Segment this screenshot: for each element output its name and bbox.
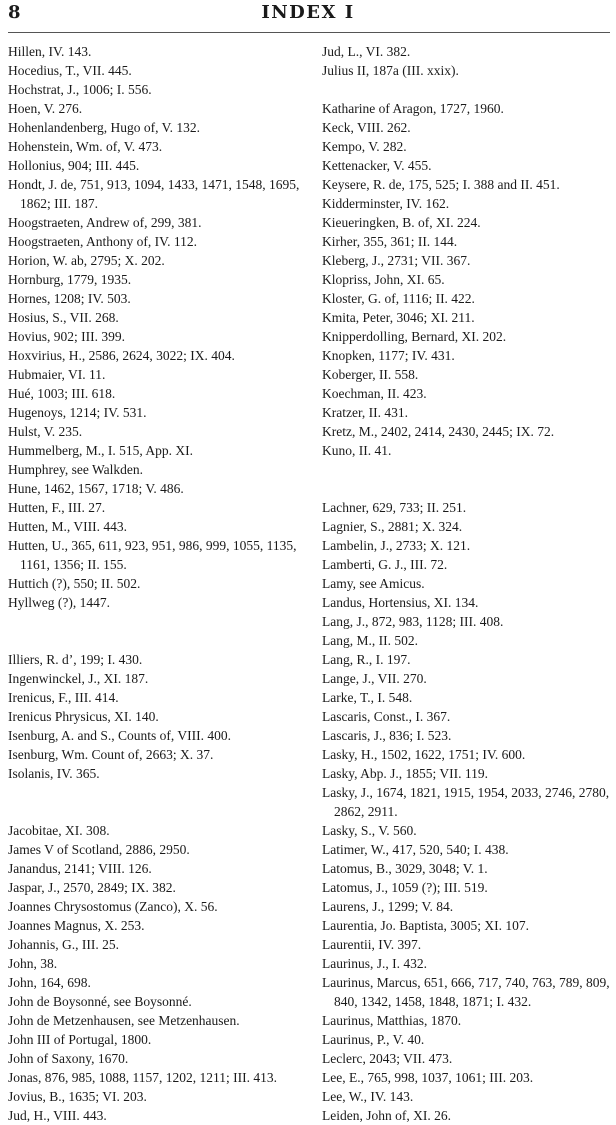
index-entry: Lee, E., 765, 998, 1037, 1061; III. 203.: [322, 1070, 534, 1085]
index-entry: Lascaris, J., 836; I. 523.: [322, 728, 452, 743]
index-entry: Humphrey, see Walkden.: [8, 462, 143, 477]
index-entry: Kieueringken, B. of, XI. 224.: [322, 215, 481, 230]
index-entry: Laurentii, IV. 397.: [322, 937, 422, 952]
index-column-right: [322, 42, 614, 1123]
index-entry: Hornburg, 1779, 1935.: [8, 272, 132, 287]
index-entry: John de Boysonné, see Boysonné.: [8, 994, 192, 1009]
index-entry: Kuno, II. 41.: [322, 443, 392, 458]
index-entry: Lascaris, Const., I. 367.: [322, 709, 451, 724]
index-entry: Lee, W., IV. 143.: [322, 1089, 414, 1104]
index-entry: Illiers, R. d’, 199; I. 430.: [8, 652, 143, 667]
index-entry: John III of Portugal, 1800.: [8, 1032, 152, 1047]
index-entry: John, 38.: [8, 956, 58, 971]
index-entry: Hugenoys, 1214; IV. 531.: [8, 405, 147, 420]
index-entry: Knopken, 1177; IV. 431.: [322, 348, 455, 363]
index-entry: James V of Scotland, 2886, 2950.: [8, 842, 190, 857]
index-entry: Landus, Hortensius, XI. 134.: [322, 595, 479, 610]
index-entry: Hoxvirius, H., 2586, 2624, 3022; IX. 404.: [8, 348, 235, 363]
index-entry: Kleberg, J., 2731; VII. 367.: [322, 253, 471, 268]
index-entry: Hollonius, 904; III. 445.: [8, 158, 140, 173]
index-entry: Isolanis, IV. 365.: [8, 766, 100, 781]
index-entry: Laurinus, Matthias, 1870.: [322, 1013, 462, 1028]
index-entry: Hosius, S., VII. 268.: [8, 310, 119, 325]
index-entry: Joannes Chrysostomus (Zanco), X. 56.: [8, 899, 218, 914]
index-entry: John of Saxony, 1670.: [8, 1051, 129, 1066]
index-entry: Johannis, G., III. 25.: [8, 937, 119, 952]
page-header: [0, 0, 616, 30]
index-entry: Leiden, John of, XI. 26.: [322, 1108, 451, 1123]
index-entry: Lasky, Abp. J., 1855; VII. 119.: [322, 766, 488, 781]
index-entry: Hutten, F., III. 27.: [8, 500, 106, 515]
index-entry: Huttich (?), 550; II. 502.: [8, 576, 141, 591]
index-entry: Hoen, V. 276.: [8, 101, 83, 116]
index-entry: Hubmaier, VI. 11.: [8, 367, 106, 382]
index-entry: Hohenstein, Wm. of, V. 473.: [8, 139, 163, 154]
index-entry: Lamberti, G. J., III. 72.: [322, 557, 448, 572]
entry-gap: [322, 479, 614, 498]
index-entry: Kempo, V. 282.: [322, 139, 407, 154]
index-entry: Julius II, 187a (III. xxix).: [322, 63, 459, 78]
index-entry: Lange, J., VII. 270.: [322, 671, 427, 686]
header-rule: [8, 32, 610, 33]
index-entry: Hué, 1003; III. 618.: [8, 386, 116, 401]
index-entry: Isenburg, A. and S., Counts of, VIII. 400.: [8, 728, 231, 743]
index-entry: Hyllweg (?), 1447.: [8, 595, 110, 610]
index-entry: Hornes, 1208; IV. 503.: [8, 291, 131, 306]
index-entry: Kmita, Peter, 3046; XI. 211.: [322, 310, 475, 325]
index-entry: Horion, W. ab, 2795; X. 202.: [8, 253, 165, 268]
index-entry: Hoogstraeten, Anthony of, IV. 112.: [8, 234, 197, 249]
index-entry: Hocedius, T., VII. 445.: [8, 63, 132, 78]
index-entry: Latimer, W., 417, 520, 540; I. 438.: [322, 842, 509, 857]
index-column-left: [8, 42, 303, 1123]
index-entry: Janandus, 2141; VIII. 126.: [8, 861, 152, 876]
index-entry: Kidderminster, IV. 162.: [322, 196, 450, 211]
index-entry: Hovius, 902; III. 399.: [8, 329, 125, 344]
index-entry: Hune, 1462, 1567, 1718; V. 486.: [8, 481, 184, 496]
index-entry: Lasky, S., V. 560.: [322, 823, 417, 838]
page-title: INDEX I: [261, 2, 355, 23]
index-entry: Kratzer, II. 431.: [322, 405, 409, 420]
index-entry: Hummelberg, M., I. 515, App. XI.: [8, 443, 193, 458]
index-entry: Laurinus, P., V. 40.: [322, 1032, 425, 1047]
index-entry: Lamy, see Amicus.: [322, 576, 425, 591]
index-entry: Kretz, M., 2402, 2414, 2430, 2445; IX. 72.: [322, 424, 555, 439]
index-entry: Jacobitae, XI. 308.: [8, 823, 110, 838]
index-entry: Jaspar, J., 2570, 2849; IX. 382.: [8, 880, 176, 895]
index-entry: Lang, R., I. 197.: [322, 652, 411, 667]
entry-gap: [8, 631, 303, 650]
index-entry: Jud, L., VI. 382.: [322, 44, 411, 59]
index-entry: Irenicus Phrysicus, XI. 140.: [8, 709, 159, 724]
index-entry: Jud, H., VIII. 443.: [8, 1108, 107, 1123]
entry-gap: [8, 783, 303, 802]
index-entry: Larke, T., I. 548.: [322, 690, 413, 705]
index-entry: Kettenacker, V. 455.: [322, 158, 432, 173]
index-entry: Ingenwinckel, J., XI. 187.: [8, 671, 149, 686]
index-entry: Laurinus, Marcus, 651, 666, 717, 740, 763, 789, 809, 840, 1342, 1458, 1848, 1871; I. 432.: [322, 975, 610, 1009]
index-entry: Laurinus, J., I. 432.: [322, 956, 427, 971]
index-entry: Latomus, J., 1059 (?); III. 519.: [322, 880, 488, 895]
index-entry: Hutten, M., VIII. 443.: [8, 519, 127, 534]
entry-gap: [8, 612, 303, 631]
index-entry: Keck, VIII. 262.: [322, 120, 411, 135]
index-entry: John de Metzenhausen, see Metzenhausen.: [8, 1013, 240, 1028]
index-entry: Hutten, U., 365, 611, 923, 951, 986, 999, 1055, 1135, 1161, 1356; II. 155.: [8, 538, 297, 572]
index-entry: Hoogstraeten, Andrew of, 299, 381.: [8, 215, 202, 230]
index-entry: Lasky, H., 1502, 1622, 1751; IV. 600.: [322, 747, 526, 762]
entry-gap: [8, 802, 303, 821]
index-entry: Isenburg, Wm. Count of, 2663; X. 37.: [8, 747, 214, 762]
index-entry: Laurentia, Jo. Baptista, 3005; XI. 107.: [322, 918, 529, 933]
index-entry: Keysere, R. de, 175, 525; I. 388 and II. 451.: [322, 177, 560, 192]
index-entry: Hondt, J. de, 751, 913, 1094, 1433, 1471, 1548, 1695, 1862; III. 187.: [8, 177, 300, 211]
index-entry: Klopriss, John, XI. 65.: [322, 272, 445, 287]
index-entry: Jonas, 876, 985, 1088, 1157, 1202, 1211; III. 413.: [8, 1070, 277, 1085]
index-entry: Irenicus, F., III. 414.: [8, 690, 119, 705]
index-entry: Joannes Magnus, X. 253.: [8, 918, 145, 933]
index-entry: Lang, J., 872, 983, 1128; III. 408.: [322, 614, 504, 629]
index-entry: Koberger, II. 558.: [322, 367, 419, 382]
entry-gap: [322, 80, 614, 99]
index-entry: Lachner, 629, 733; II. 251.: [322, 500, 467, 515]
index-entry: Hohenlandenberg, Hugo of, V. 132.: [8, 120, 200, 135]
index-entry: Lang, M., II. 502.: [322, 633, 418, 648]
entry-gap: [322, 460, 614, 479]
page-number: 8: [8, 2, 21, 23]
index-entry: Kloster, G. of, 1116; II. 422.: [322, 291, 475, 306]
index-entry: Leclerc, 2043; VII. 473.: [322, 1051, 453, 1066]
index-entry: Latomus, B., 3029, 3048; V. 1.: [322, 861, 488, 876]
index-entry: Hulst, V. 235.: [8, 424, 83, 439]
index-entry: Laurens, J., 1299; V. 84.: [322, 899, 454, 914]
index-entry: Katharine of Aragon, 1727, 1960.: [322, 101, 504, 116]
index-entry: Knipperdolling, Bernard, XI. 202.: [322, 329, 507, 344]
index-entry: Lambelin, J., 2733; X. 121.: [322, 538, 471, 553]
index-entry: John, 164, 698.: [8, 975, 91, 990]
index-entry: Hochstrat, J., 1006; I. 556.: [8, 82, 152, 97]
index-entry: Jovius, B., 1635; VI. 203.: [8, 1089, 147, 1104]
index-entry: Kirher, 355, 361; II. 144.: [322, 234, 458, 249]
index-entry: Lasky, J., 1674, 1821, 1915, 1954, 2033, 2746, 2780, 2862, 2911.: [322, 785, 610, 819]
index-entry: Koechman, II. 423.: [322, 386, 427, 401]
index-entry: Lagnier, S., 2881; X. 324.: [322, 519, 463, 534]
index-entry: Hillen, IV. 143.: [8, 44, 92, 59]
